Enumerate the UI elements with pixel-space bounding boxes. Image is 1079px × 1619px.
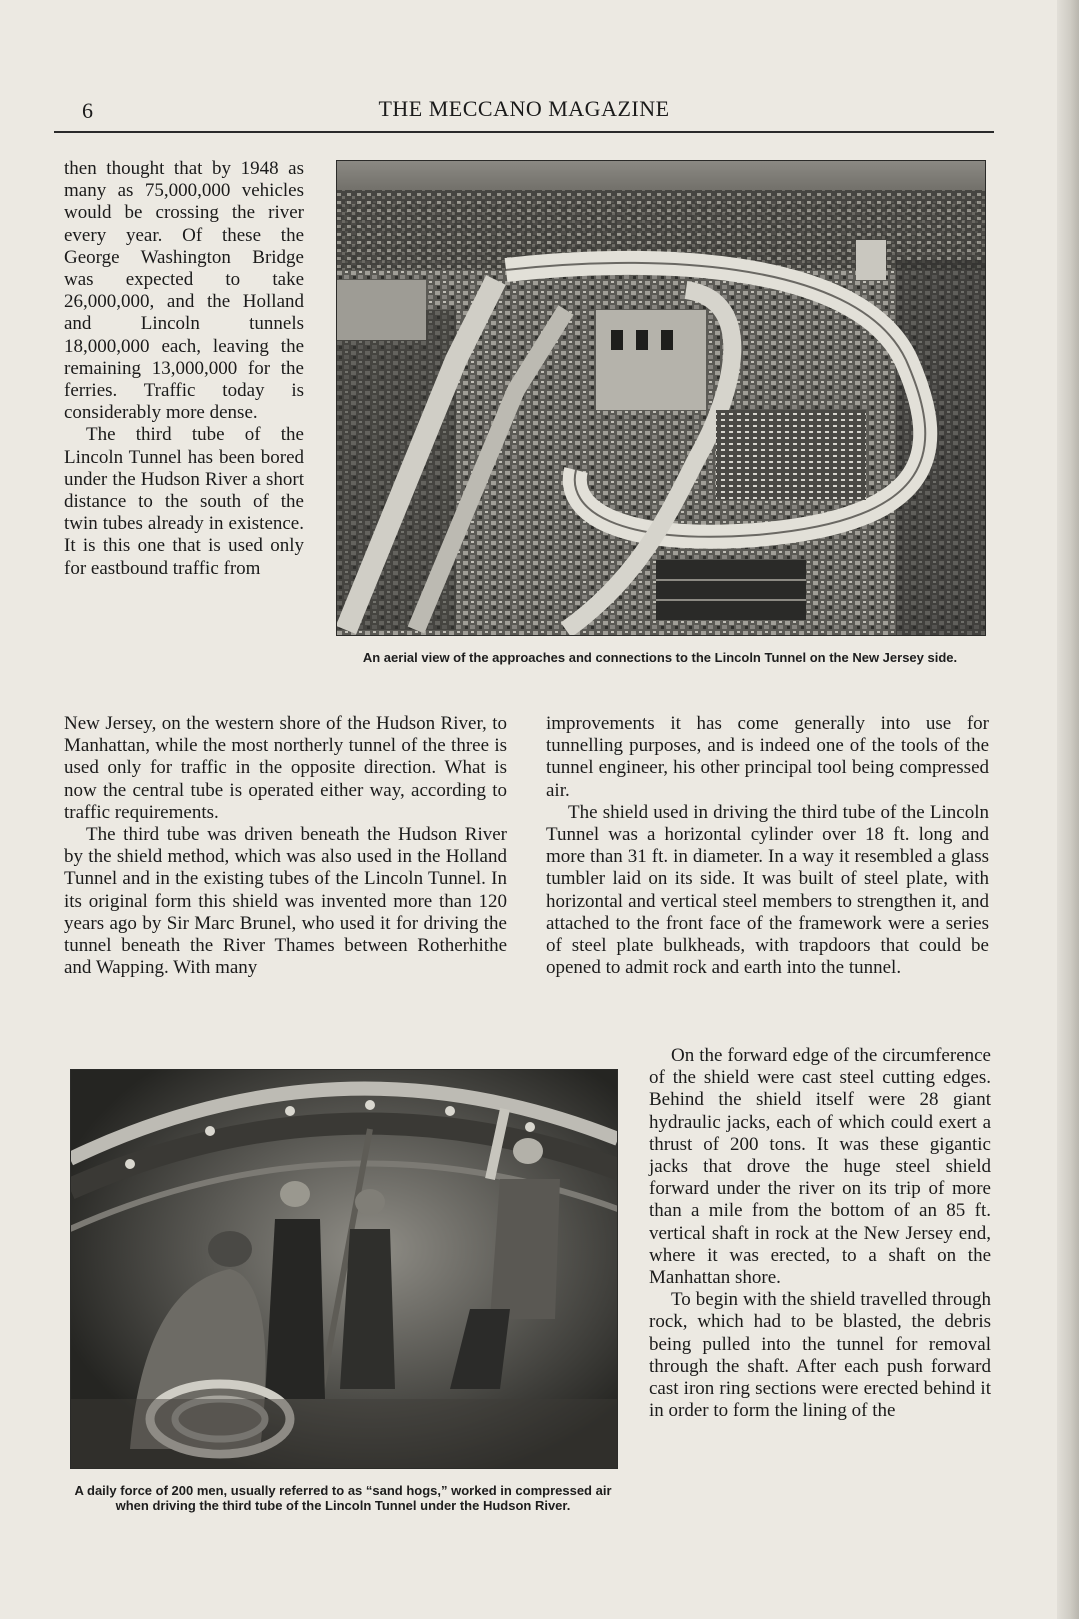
aerial-illustration (336, 160, 986, 636)
header-rule (54, 131, 994, 133)
paragraph: The shield used in driving the third tube of the Lincoln Tunnel was a horizontal cylinder over 18 ft. long and more than 31 ft. in diameter. In a way it resembled a glass tumbler laid on its side. It was built of steel plate, with horizontal and vertical steel members to strengthen it, and attached to the front face of the framework were a series of steel plate bulkheads, with trapdoors that could be opened to admit rock and earth into the tunnel. (546, 801, 989, 979)
page-edge-shadow (1057, 0, 1079, 1619)
sand-hogs-photo (70, 1069, 618, 1469)
paragraph: To begin with the shield travelled through rock, which had to be blasted, the debris being pulled into the tunnel for removal through the shaft. After each push forward cast iron ring sections were erected behind it in order to form the lining of the (649, 1289, 991, 1422)
right-column (546, 713, 989, 979)
paragraph: On the forward edge of the circumference of the shield were cast steel cutting edges. Behind the shield itself were 28 giant hydraulic jacks, each of which could exert a thrust of 200 tons. It was these gigantic jacks that drove the huge steel shield forward under the river on its trip of more than a mile from the bottom of an 85 ft. vertical shaft in rock at the New Jersey end, where it was erected, to a shaft on the Manhattan shore. (649, 1045, 991, 1289)
page-header (54, 96, 994, 126)
aerial-photo-caption: An aerial view of the approaches and connections to the Lincoln Tunnel on the New Jersey side. (362, 650, 958, 665)
sand-hogs-photo-caption: A daily force of 200 men, usually referred to as “sand hogs,” worked in compressed air when driving the third tube of the Lincoln Tunnel under the Hudson River. (74, 1483, 612, 1513)
paragraph: The third tube of the Lincoln Tunnel has been bored under the Hudson River a short distance to the south of the twin tubes already in existence. It is this one that is used only for eastbound traffic from (64, 424, 304, 579)
paragraph: improvements it has come generally into use for tunnelling purposes, and is indeed one of the tools of the tunnel engineer, his other principal tool being compressed air. (546, 713, 989, 801)
paragraph: then thought that by 1948 as many as 75,000,000 vehicles would be crossing the river every year. Of these the George Washington Bridge was expected to take 26,000,000, and the Holland and Lincoln tunnels 18,000,000 each, leaving the remaining 13,000,000 for the ferries. Traffic today is considerably more dense. (64, 158, 304, 424)
paragraph: The third tube was driven beneath the Hudson River by the shield method, which was also used in the Holland Tunnel and in the existing tubes of the Lincoln Tunnel. In its original form this shield was invented more than 120 years ago by Sir Marc Brunel, who used it for driving the tunnel beneath the River Thames between Rotherhithe and Wapping. With many (64, 824, 507, 979)
magazine-title: THE MECCANO MAGAZINE (378, 96, 670, 121)
page-number: 6 (82, 98, 93, 123)
left-column (64, 713, 507, 979)
lower-right-column (649, 1045, 991, 1422)
aerial-photo (336, 160, 986, 636)
paragraph: New Jersey, on the western shore of the Hudson River, to Manhattan, while the most northerly tunnel of the three is used only for traffic in the opposite direction. What is now the central tube is operated either way, according to traffic requirements. (64, 713, 507, 823)
intro-column (64, 158, 304, 580)
sand-hogs-illustration (70, 1069, 618, 1469)
